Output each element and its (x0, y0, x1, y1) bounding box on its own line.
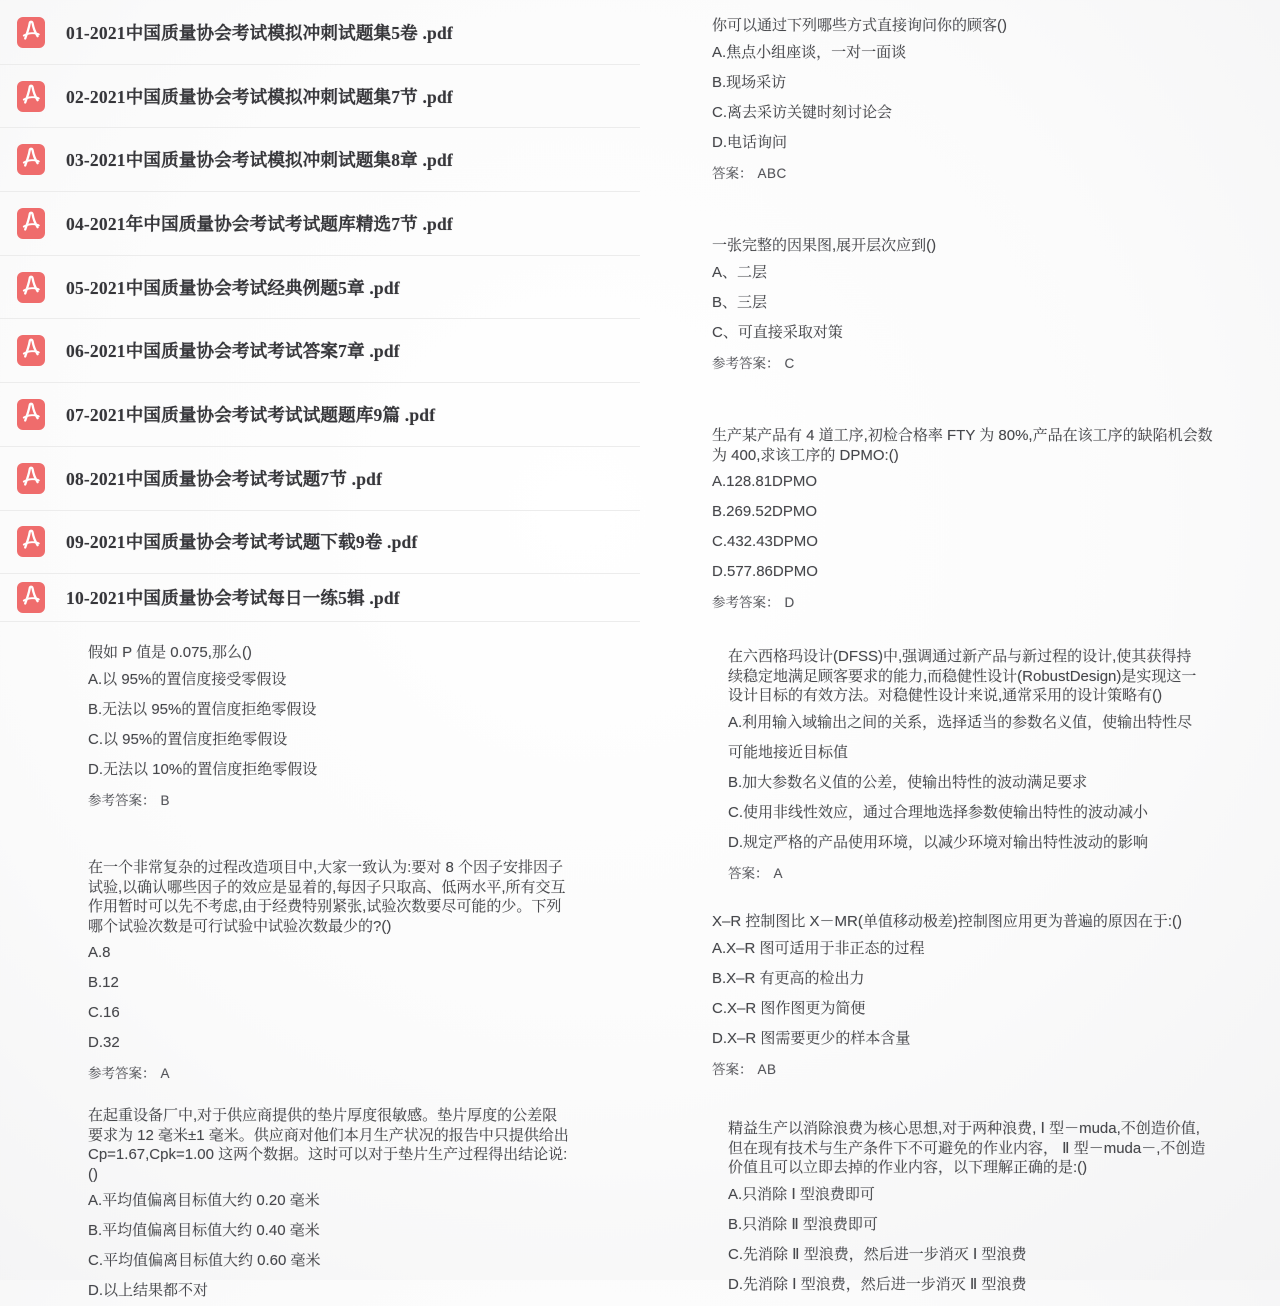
pdf-icon (17, 526, 45, 557)
question-option: B.只消除 Ⅱ 型浪费即可 (728, 1215, 878, 1233)
question-option: B.无法以 95%的置信度拒绝零假设 (88, 700, 317, 718)
answer-label: 参考答案： (88, 1066, 156, 1081)
answer-value: C (784, 355, 795, 371)
answer-value: D (784, 595, 795, 610)
file-list-item[interactable] (0, 574, 640, 622)
question-block (712, 236, 1214, 374)
question-stem: 在起重设备厂中,对于供应商提供的垫片厚度很敏感。垫片厚度的公差限要求为 12 毫米±1 毫米。供应商对他们本月生产状况的报告中只提供给出 Cp=1.67,Cpk=1.00 这两个数据。这时可以对于垫片生产过程得出结论说:() (88, 1107, 569, 1183)
question-option: A.平均值偏离目标值大约 0.20 毫米 (88, 1192, 320, 1209)
answer-value: A (773, 865, 784, 881)
question-option: A.利用输入域输出之间的关系，选择适当的参数名义值，使输出特性尽可能地接近目标值 (728, 713, 1193, 761)
pdf-icon (17, 399, 45, 430)
file-list-item[interactable] (0, 192, 640, 256)
answer-line (712, 1060, 1217, 1080)
answer-value: AB (757, 1061, 777, 1077)
question-block (712, 912, 1217, 1080)
pdf-icon (17, 335, 45, 366)
file-name-link[interactable]: 01-2021中国质量协会考试模拟冲刺试题集5卷 .pdf (66, 22, 453, 43)
question-block (88, 1106, 572, 1306)
question-block (88, 858, 572, 1084)
question-option: C.16 (88, 1004, 120, 1021)
question-block (728, 647, 1206, 884)
pdf-icon (17, 582, 45, 613)
question-stem: 在一个非常复杂的过程改造项目中,大家一致认为:要对 8 个因子安排因子试验,以确认哪些因子的效应是显着的,每因子只取高、低两水平,所有交互作用暂时可以先不考虑,由于经费特别紧张,试验次数要尽可能的少。下列哪个试验次数是可行试验中试验次数最少的?() (88, 859, 566, 935)
question-option: C.X–R 图作图更为简便 (712, 999, 866, 1017)
question-option: A.8 (88, 944, 111, 961)
answer-value: ABC (757, 165, 787, 181)
file-list-item[interactable] (0, 128, 640, 192)
question-option: C.离去采访关键时刻讨论会 (712, 103, 893, 121)
answer-label: 参考答案： (712, 355, 780, 371)
question-option: C.以 95%的置信度拒绝零假设 (88, 730, 288, 748)
question-stem: 精益生产以消除浪费为核心思想,对于两种浪费, Ⅰ 型－muda,不创造价值,但在现有技术与生产条件下不可避免的作业内容， Ⅱ 型－muda－,不创造价值且可以立即去掉的作业内容，以下理解正确的是:() (728, 1120, 1206, 1176)
question-block (712, 16, 1214, 184)
file-list-item[interactable] (0, 256, 640, 320)
question-option: B.现场采访 (712, 73, 787, 91)
question-block (712, 426, 1217, 613)
question-option: D.规定严格的产品使用环境，以减少环境对输出特性波动的影响 (728, 833, 1149, 851)
answer-value: B (160, 792, 171, 808)
pdf-icon (17, 144, 45, 175)
question-option: D.X–R 图需要更少的样本含量 (712, 1029, 911, 1047)
file-list-item[interactable] (0, 511, 640, 575)
question-block (88, 643, 570, 811)
answer-label: 参考答案： (712, 595, 780, 610)
question-option: B.12 (88, 974, 119, 991)
question-option: A.焦点小组座谈，一对一面谈 (712, 43, 907, 61)
file-list-item[interactable] (0, 319, 640, 383)
question-option: B.平均值偏离目标值大约 0.40 毫米 (88, 1222, 320, 1239)
question-stem: X–R 控制图比 X－MR(单值移动极差)控制图应用更为普遍的原因在于:() (712, 913, 1182, 930)
question-option: D.无法以 10%的置信度拒绝零假设 (88, 760, 318, 778)
question-block (728, 1119, 1206, 1300)
question-option: B.X–R 有更高的检出力 (712, 969, 865, 987)
question-stem: 你可以通过下列哪些方式直接询问你的顾客() (712, 17, 1007, 34)
question-option: D.32 (88, 1034, 120, 1051)
file-list-item[interactable] (0, 383, 640, 447)
answer-label: 答案： (712, 165, 753, 181)
answer-line (712, 593, 1217, 613)
pdf-icon (17, 81, 45, 112)
question-option: C.平均值偏离目标值大约 0.60 毫米 (88, 1252, 321, 1269)
pdf-icon (17, 272, 45, 303)
question-option: C.使用非线性效应，通过合理地选择参数使输出特性的波动减小 (728, 803, 1149, 821)
answer-line (712, 164, 1214, 184)
file-name-link[interactable]: 04-2021年中国质量协会考试考试题库精选7节 .pdf (66, 213, 453, 234)
file-name-link[interactable]: 06-2021中国质量协会考试考试答案7章 .pdf (66, 341, 400, 362)
question-option: C.432.43DPMO (712, 533, 818, 550)
answer-line (728, 864, 1206, 884)
file-name-link[interactable]: 02-2021中国质量协会考试模拟冲刺试题集7节 .pdf (66, 86, 453, 107)
question-option: B.加大参数名义值的公差，使输出特性的波动满足要求 (728, 773, 1088, 791)
file-list-item[interactable] (0, 1, 640, 65)
pdf-icon (17, 208, 45, 239)
answer-line (88, 791, 570, 811)
answer-value: A (160, 1066, 171, 1081)
pdf-icon (17, 17, 45, 48)
file-name-link[interactable]: 10-2021中国质量协会考试每日一练5辑 .pdf (66, 588, 400, 609)
question-option: A.128.81DPMO (712, 473, 818, 490)
question-stem: 生产某产品有 4 道工序,初检合格率 FTY 为 80%,产品在该工序的缺陷机会数为 400,求该工序的 DPMO:() (712, 427, 1213, 464)
question-option: D.先消除 Ⅰ 型浪费，然后进一步消灭 Ⅱ 型浪费 (728, 1275, 1027, 1293)
answer-label: 参考答案： (88, 792, 156, 808)
file-name-link[interactable]: 08-2021中国质量协会考试考试题7节 .pdf (66, 468, 383, 489)
question-option: B、三层 (712, 293, 768, 311)
question-option: C、可直接采取对策 (712, 323, 843, 341)
answer-label: 答案： (728, 865, 769, 881)
question-option: D.以上结果都不对 (88, 1282, 209, 1299)
question-stem: 在六西格玛设计(DFSS)中,强调通过新产品与新过程的设计,使其获得持续稳定地满足顾客要求的能力,而稳健性设计(RobustDesign)是实现这一设计目标的有效方法。对稳健性设计来说,通常采用的设计策略有() (728, 648, 1197, 704)
answer-line (712, 354, 1214, 374)
pdf-file-list (0, 1, 640, 622)
file-name-link[interactable]: 09-2021中国质量协会考试考试题下载9卷 .pdf (66, 532, 418, 553)
question-option: A.以 95%的置信度接受零假设 (88, 670, 287, 688)
question-option: A.只消除 Ⅰ 型浪费即可 (728, 1185, 875, 1203)
question-option: D.电话询问 (712, 133, 788, 151)
answer-label: 答案： (712, 1061, 753, 1077)
answer-line (88, 1064, 572, 1084)
file-list-item[interactable] (0, 65, 640, 129)
file-name-link[interactable]: 03-2021中国质量协会考试模拟冲刺试题集8章 .pdf (66, 150, 453, 171)
question-option: B.269.52DPMO (712, 503, 818, 520)
file-name-link[interactable]: 05-2021中国质量协会考试经典例题5章 .pdf (66, 277, 400, 298)
question-option: A、二层 (712, 263, 768, 281)
question-option: C.先消除 Ⅱ 型浪费，然后进一步消灭 Ⅰ 型浪费 (728, 1245, 1027, 1263)
file-name-link[interactable]: 07-2021中国质量协会考试考试试题题库9篇 .pdf (66, 404, 436, 425)
question-option: A.X–R 图可适用于非正态的过程 (712, 939, 925, 957)
question-option: D.577.86DPMO (712, 563, 818, 580)
question-stem: 假如 P 值是 0.075,那么() (88, 644, 252, 661)
pdf-icon (17, 463, 45, 494)
question-stem: 一张完整的因果图,展开层次应到() (712, 237, 937, 254)
file-list-item[interactable] (0, 447, 640, 511)
